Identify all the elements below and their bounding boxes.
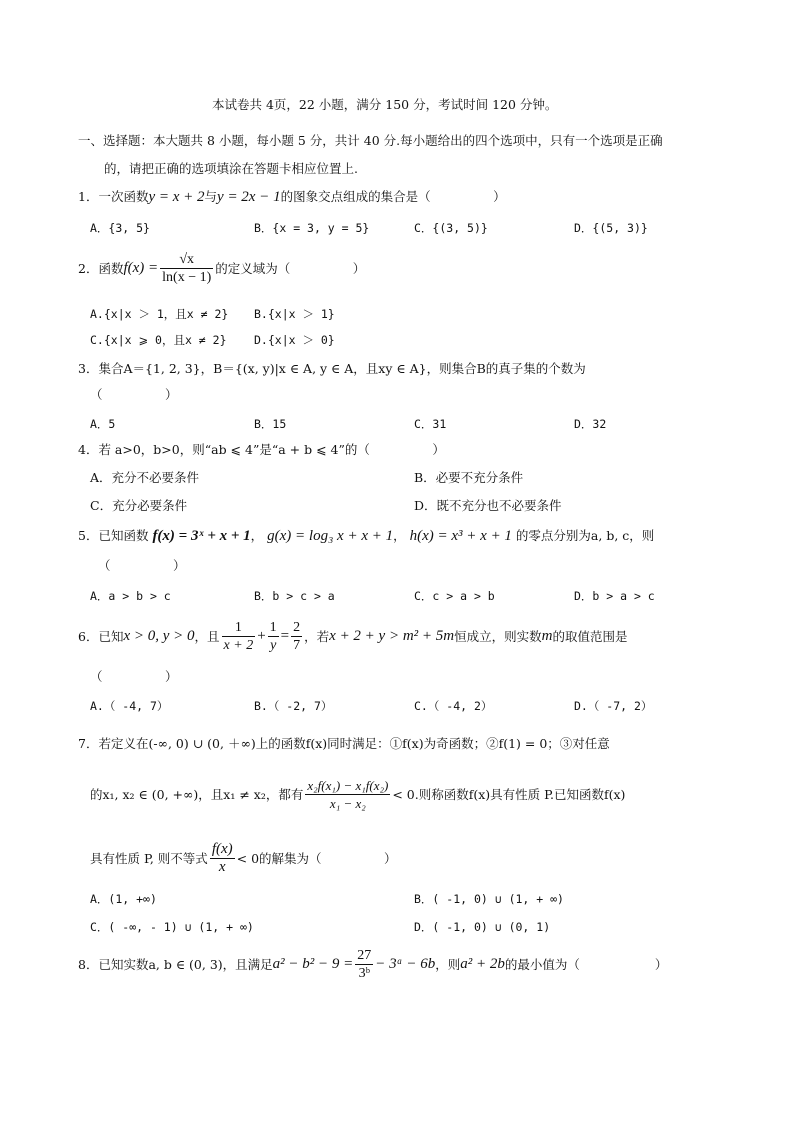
q4-option-b[interactable]: B．必要不充分条件 [414, 470, 524, 485]
q5-g: g(x) = log₃ x + x + 1 [267, 528, 394, 544]
q8-target: a² + 2b [460, 955, 505, 972]
q5-pre: 5．已知函数 [78, 528, 149, 543]
question-7-line3 [90, 836, 397, 880]
q1-option-a[interactable]: A．{3, 5} [90, 221, 150, 235]
q6-option-a[interactable]: A.（ -4, 7） [90, 699, 169, 713]
q4-option-c[interactable]: C．充分必要条件 [90, 498, 188, 513]
q7-fraction [305, 777, 390, 812]
q8-fraction [355, 947, 373, 982]
question-6-line2: （ ） [90, 669, 178, 684]
q5-post: 的零点分别为a, b, c，则 [515, 528, 655, 543]
q6-mid2: ，若 [304, 629, 330, 644]
q1-post: 的图象交点组成的集合是（ ） [280, 189, 506, 204]
question-8 [78, 942, 667, 986]
q8-post2: 的最小值为（ ） [504, 957, 668, 972]
q3-option-c[interactable]: C．31 [414, 417, 447, 431]
q8-lhs: a² − b² − 9 = [272, 955, 354, 972]
q5-option-c[interactable]: C．c > a > b [414, 589, 495, 603]
q2-fraction [160, 251, 213, 286]
q1-pre: 1．一次函数 [78, 189, 149, 204]
q7-numerator-2: f(x) [211, 840, 233, 857]
q2-numerator: √x [160, 251, 213, 269]
q6-ineq: x + 2 + y > m² + 5m [329, 627, 455, 644]
q6-frac3: $\frac{2}{7}$ [293, 619, 301, 653]
q7-line2-post: < 0.则称函数f(x)具有性质 P.已知函数f(x) [392, 787, 626, 802]
q5-f: f(x) = 3ˣ + x + 1 [152, 528, 251, 544]
question-2 [78, 246, 365, 290]
q6-m: m [541, 627, 553, 644]
question-3-line1: 3．集合A＝{1, 2, 3}，B＝{(x, y)|x ∈ A, y ∈ A，且xy ∈ A}，则集合B的真子集的个数为 [78, 361, 586, 376]
section-title-line2: 的，请把正确的选项填涂在答题卡相应位置上. [104, 161, 358, 176]
q8-rhs: − 3ᵃ − 6b [375, 955, 436, 972]
q1-option-c[interactable]: C．{(3, 5)} [414, 221, 488, 235]
q1-option-d[interactable]: D．{(5, 3)} [574, 221, 648, 235]
q7-numerator: x₂f(x₁) − x₁f(x₂) [307, 777, 389, 793]
q7-option-d[interactable]: D．( -1, 0) ∪ (0, 1) [414, 920, 551, 934]
q5-h: h(x) = x³ + x + 1 [409, 528, 512, 544]
q2-option-a[interactable]: A.{x|x ＞ 1，且x ≠ 2} [90, 307, 229, 321]
q7-fraction-2 [210, 841, 235, 876]
question-6: 6．已知 x > 0, y > 0 ，且 $\frac{1}{x + 2}$ + $\frac{1}{y}$ = $\frac{2}{7}$ ，若 x + 2 + y > m² + 5m 恒成立，则实数 m 的取值范围是 [78, 619, 628, 653]
question-3-line2: （ ） [90, 387, 178, 402]
q1-option-b[interactable]: B．{x = 3, y = 5} [254, 221, 370, 235]
q6-option-b[interactable]: B.（ -2, 7） [254, 699, 333, 713]
question-1 [78, 188, 506, 206]
q2-option-d[interactable]: D.{x|x ＞ 0} [254, 333, 335, 347]
q7-option-a[interactable]: A．(1, +∞) [90, 892, 157, 906]
q6-option-d[interactable]: D.（ -7, 2） [574, 699, 653, 713]
q6-post2: 的取值范围是 [552, 629, 628, 644]
q1-mid: 与 [204, 189, 218, 204]
q8-denominator: 3ᵇ [358, 965, 370, 981]
q6-pre: 6．已知 [78, 629, 124, 644]
q7-line3-pre: 具有性质 P, 则不等式 [90, 851, 208, 866]
q3-option-d[interactable]: D．32 [574, 417, 607, 431]
question-5: 5．已知函数 f(x) = 3ˣ + x + 1， g(x) = log₃ x + x + 1， h(x) = x³ + x + 1 的零点分别为a, b, c，则 [78, 528, 655, 544]
q7-option-b[interactable]: B．( -1, 0) ∪ (1, + ∞) [414, 892, 564, 906]
q5-option-d[interactable]: D．b > a > c [574, 589, 655, 603]
question-4: 4．若 a>0，b>0，则“ab ⩽ 4”是“a + b ⩽ 4”的（ ） [78, 442, 445, 457]
q2-option-b[interactable]: B.{x|x ＞ 1} [254, 307, 335, 321]
q2-denominator: ln(x − 1) [162, 269, 212, 285]
q5-option-a[interactable]: A．a > b > c [90, 589, 171, 603]
q1-eq2: y = 2x − 1 [217, 189, 281, 205]
q6-cond: x > 0, y > 0 [123, 627, 195, 644]
q7-denominator: x₁ − x₂ [329, 795, 366, 811]
q6-frac1: $\frac{1}{x + 2}$ [223, 619, 254, 653]
exam-header: 本试卷共 4页，22 小题，满分 150 分，考试时间 120 分钟。 [212, 97, 558, 112]
q7-option-c[interactable]: C．( -∞, - 1) ∪ (1, + ∞) [90, 920, 254, 934]
q2-option-c[interactable]: C.{x|x ⩾ 0，且x ≠ 2} [90, 333, 227, 347]
question-5-line2: （ ） [98, 558, 186, 573]
q2-post: 的定义域为（ ） [215, 261, 366, 276]
q2-fx: f(x) = [123, 259, 159, 276]
q6-post: 恒成立，则实数 [454, 629, 542, 644]
question-7-line2 [90, 772, 625, 816]
q8-numerator: 27 [357, 947, 372, 963]
q2-pre: 2．函数 [78, 261, 124, 276]
q5-option-b[interactable]: B．b > c > a [254, 589, 335, 603]
q1-eq1: y = x + 2 [148, 189, 205, 205]
q3-option-b[interactable]: B．15 [254, 417, 287, 431]
q3-option-a[interactable]: A．5 [90, 417, 116, 431]
q8-pre: 8．已知实数a, b ∈ (0, 3)，且满足 [78, 957, 273, 972]
q6-mid1: ，且 [194, 629, 220, 644]
q4-option-d[interactable]: D．既不充分也不必要条件 [414, 498, 562, 513]
q8-post: ，则 [435, 957, 461, 972]
section-title-line1: 一、选择题：本大题共 8 小题，每小题 5 分，共计 40 分.每小题给出的四个选项中，只有一个选项是正确 [78, 133, 663, 148]
question-7-line1: 7．若定义在(-∞, 0) ∪ (0, ＋∞)上的函数f(x)同时满足：①f(x)为奇函数；②f(1) = 0；③对任意 [78, 736, 610, 751]
q4-option-a[interactable]: A．充分不必要条件 [90, 470, 200, 485]
q7-line2-pre: 的x₁, x₂ ∈ (0, +∞)，且x₁ ≠ x₂，都有 [90, 787, 304, 802]
q6-option-c[interactable]: C.（ -4, 2） [414, 699, 493, 713]
q6-frac2: $\frac{1}{y}$ [269, 619, 277, 653]
q7-line3-post: < 0的解集为（ ） [236, 851, 397, 866]
q7-denominator-2: x [218, 858, 226, 875]
